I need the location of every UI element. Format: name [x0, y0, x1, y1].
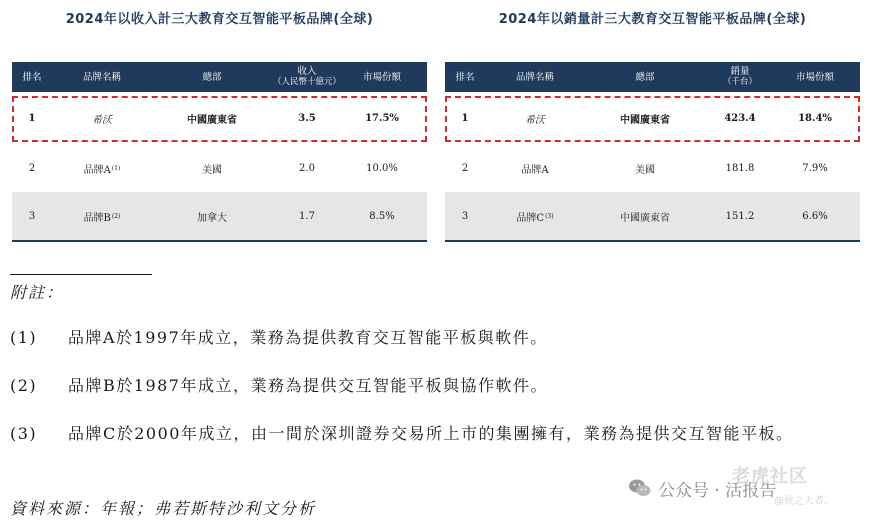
header-brand: 品牌名稱 [82, 71, 121, 83]
watermark-overlay: 老虎社区 [732, 466, 808, 487]
wechat-icon [628, 476, 652, 500]
watermark-label: 公众号 · 活报告 [658, 480, 777, 501]
cell-hq: 中國廣東省 [620, 114, 670, 126]
header-brand: 品牌名稱 [515, 71, 554, 83]
cell-share: 7.9% [802, 162, 828, 174]
cell-hq: 加拿大 [197, 212, 227, 224]
header-value [272, 62, 342, 92]
header-share: 市場份額 [795, 71, 834, 83]
table-row [12, 92, 427, 144]
cell-share: 8.5% [369, 210, 395, 222]
brand-label: 品牌C [516, 212, 545, 224]
table-row [12, 144, 427, 192]
cell-rank: 2 [28, 162, 36, 174]
footnote-ref: (3) [545, 212, 554, 220]
cell-hq: 美國 [635, 164, 655, 176]
cell-share: 10.0% [366, 162, 398, 174]
brand-label: 希沃 [92, 114, 112, 126]
header-share: 市場份額 [362, 71, 401, 83]
header-value [705, 62, 775, 92]
brand-label: 品牌A [83, 164, 111, 176]
cell-value: 423.4 [724, 112, 756, 124]
footnote-ref: (2) [111, 212, 121, 220]
cell-hq: 中國廣東省 [620, 212, 670, 224]
header-rank: 排名 [22, 71, 42, 83]
cell-brand [485, 192, 585, 240]
header-hq: 總部 [635, 71, 655, 83]
table-row [12, 192, 427, 240]
cell-value: 181.8 [725, 162, 755, 174]
table-row [445, 144, 860, 192]
cell-hq: 美國 [202, 164, 222, 176]
cell-value: 1.7 [299, 210, 315, 222]
header-value-line1: 收入 [297, 66, 317, 77]
cell-share: 6.6% [802, 210, 828, 222]
cell-share: 18.4% [798, 112, 832, 124]
header-value-line1: 銷量 [730, 66, 750, 77]
table-bottom-rule [445, 240, 860, 242]
cell-hq: 中國廣東省 [187, 114, 237, 126]
brand-label: 希沃 [525, 114, 545, 126]
table-bottom-rule [12, 240, 427, 242]
cell-brand [52, 144, 152, 192]
cell-rank: 3 [461, 210, 469, 222]
header-rank: 排名 [455, 71, 475, 83]
cell-rank: 3 [28, 210, 36, 222]
table-header [445, 62, 860, 92]
table-row [445, 192, 860, 240]
watermark-handle: @侠之大者. [774, 496, 828, 507]
header-hq: 總部 [202, 71, 222, 83]
cell-value: 3.5 [298, 112, 316, 124]
footnote-text: 品牌A於1997年成立，業務為提供教育交互智能平板與軟件。 [68, 328, 548, 347]
cell-brand [485, 92, 585, 144]
footnote-number: (2) [10, 376, 38, 395]
left-table-title: 2024年以收入計三大教育交互智能平板品牌(全球) [65, 12, 374, 27]
footnote-text: 品牌B於1987年成立，業務為提供交互智能平板與協作軟件。 [68, 376, 548, 395]
cell-rank: 2 [461, 162, 469, 174]
right-table-title: 2024年以銷量計三大教育交互智能平板品牌(全球) [498, 12, 807, 27]
footnote-number: (1) [10, 328, 38, 347]
footnote-ref: (1) [111, 164, 121, 172]
header-value-line2: （千台） [722, 77, 757, 87]
watermark [628, 468, 868, 508]
notes-heading: 附註： [10, 283, 65, 302]
brand-label: 品牌B [83, 212, 111, 224]
table-header [12, 62, 427, 92]
cell-brand [52, 92, 152, 144]
revenue-ranking-table [12, 62, 427, 242]
footnote-rule [10, 274, 152, 275]
cell-rank: 1 [461, 112, 469, 124]
source-line: 資料來源：年報；弗若斯特沙利文分析 [10, 499, 317, 518]
cell-brand [52, 192, 152, 240]
cell-value: 151.2 [725, 210, 755, 222]
cell-value: 2.0 [299, 162, 315, 174]
table-row [445, 92, 860, 144]
footnote-text: 品牌C於2000年成立，由一間於深圳證券交易所上市的集團擁有，業務為提供交互智能平板。 [68, 424, 794, 443]
cell-rank: 1 [28, 112, 36, 124]
header-value-line2: （人民幣十億元） [272, 77, 341, 87]
volume-ranking-table [445, 62, 860, 242]
cell-share: 17.5% [365, 112, 399, 124]
cell-brand: 品牌A [521, 164, 549, 176]
footnote-number: (3) [10, 424, 38, 443]
